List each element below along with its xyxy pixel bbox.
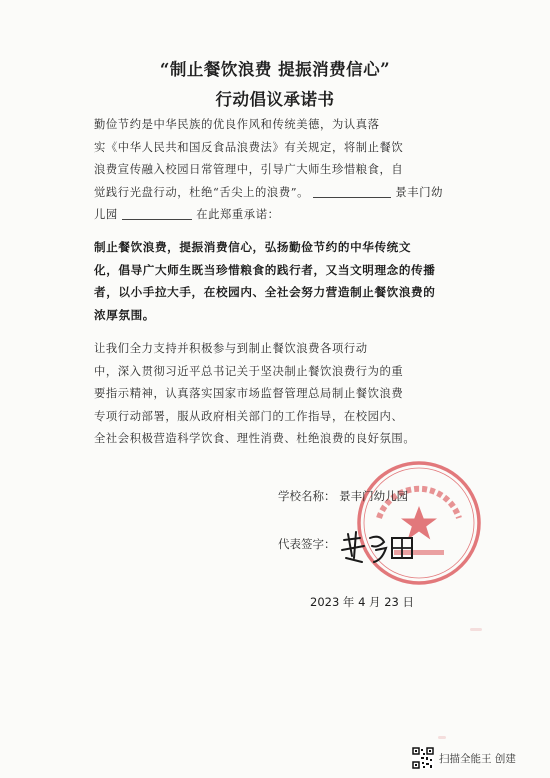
intro-line — [94, 204, 462, 227]
qr-code-icon — [412, 747, 434, 769]
scanner-watermark — [412, 748, 516, 768]
intro-line: 浪费宣传融入校园日常管理中，引导广大师生珍惜粮食，自 — [94, 163, 404, 176]
commitment-line: 制止餐饮浪费，提振消费信心，弘扬勤俭节约的中华传统文 — [94, 240, 412, 254]
action-paragraph — [94, 338, 462, 451]
commitment-line: 化，倡导广大师生既当珍惜粮食的践行者，又当文明理念的传播 — [94, 262, 436, 277]
intro-line — [94, 182, 462, 205]
handwritten-signature-icon — [340, 528, 420, 568]
scan-smudge — [470, 628, 482, 631]
commitment-line: 者，以小手拉大手，在校园内、全社会努力营造制止餐饮浪费的 — [94, 285, 436, 299]
commitment-paragraph — [94, 236, 462, 326]
official-seal-icon — [354, 458, 484, 588]
school-name-row — [278, 488, 408, 504]
intro-paragraph — [94, 114, 462, 227]
document-title: “制止餐饮浪费 提振消费信心” — [159, 60, 391, 79]
school-blank-2 — [122, 205, 192, 220]
scanner-watermark-text: 扫描全能王 创建 — [439, 752, 516, 765]
action-line: 要指示精神，认真落实国家市场监督管理总局制止餐饮浪费 — [94, 387, 404, 400]
representative-label: 代表签字： — [278, 537, 336, 551]
action-line: 让我们全力支持并积极参与到制止餐饮浪费各项行动 — [94, 342, 368, 355]
commitment-line: 浓厚氛围。 — [94, 307, 155, 322]
scan-smudge — [438, 736, 446, 739]
action-line: 全社会积极营造科学饮食、理性消费、杜绝浪费的良好氛围。 — [94, 432, 416, 445]
representative-row — [278, 536, 336, 552]
school-blank — [313, 183, 391, 198]
intro-line-text: 在此郑重承诺： — [196, 208, 280, 221]
document-date: 2023 年 4 月 23 日 — [310, 595, 414, 609]
action-line: 中，深入贯彻习近平总书记关于坚决制止餐饮浪费行为的重 — [94, 364, 404, 378]
intro-line-text: 觉践行光盘行动，杜绝“舌尖上的浪费”。 — [94, 185, 309, 199]
school-fill-line2: 儿园 — [94, 208, 118, 221]
document-subtitle: 行动倡议承诺书 — [215, 90, 335, 109]
intro-line: 实《中华人民共和国反食品浪费法》有关规定，将制止餐饮 — [94, 140, 404, 154]
intro-line: 勤俭节约是中华民族的优良作风和传统美德，为认真落 — [94, 118, 380, 131]
action-line: 专项行动部署，服从政府相关部门的工作指导，在校园内、 — [94, 409, 404, 423]
school-name-value: 景丰门幼儿园 — [339, 489, 409, 503]
school-name-label: 学校名称： — [278, 489, 336, 503]
school-fill: 景丰门幼 — [395, 185, 443, 199]
